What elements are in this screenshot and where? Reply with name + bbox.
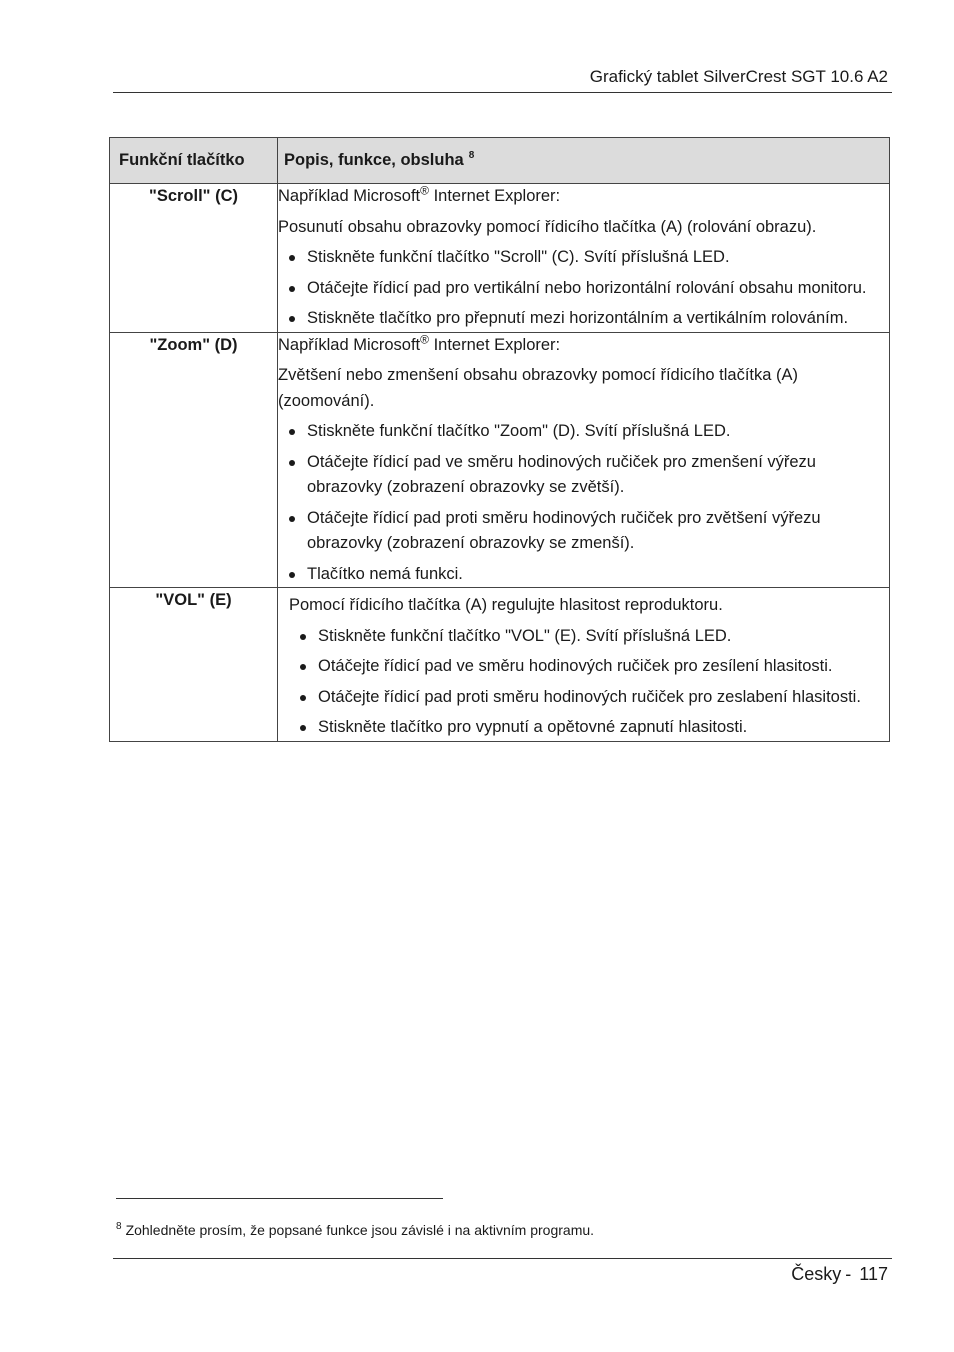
footer-separator: - [845, 1264, 852, 1284]
column-header-function: Funkční tlačítko [110, 138, 278, 184]
function-description [278, 332, 890, 588]
function-description [278, 588, 890, 742]
bullet-list [278, 419, 889, 587]
list-item: Otáčejte řídicí pad ve směru hodinových ručiček pro zesílení hlasitosti. [289, 654, 889, 680]
example-line: Například Microsoft® Internet Explorer: [278, 332, 561, 354]
footnote-rule [116, 1198, 443, 1199]
list-item: Tlačítko nemá funkci. [278, 562, 889, 588]
list-item: Stiskněte funkční tlačítko "Scroll" (C). Svítí příslušná LED. [278, 245, 889, 271]
list-item: Stiskněte tlačítko pro přepnutí mezi horizontálním a vertikálním rolováním. [278, 306, 889, 332]
header-rule [113, 92, 892, 93]
footnote [116, 1222, 594, 1238]
table-row-vol [110, 588, 890, 742]
function-description [278, 184, 890, 333]
list-item: Otáčejte řídicí pad ve směru hodinových ručiček pro zmenšení výřezu obrazovky (zobrazení obrazovky se zvětší). [278, 450, 889, 501]
footer-language: Česky [791, 1264, 842, 1284]
function-name: "Scroll" (C) [110, 184, 278, 333]
footer-rule [113, 1258, 892, 1259]
list-item: Otáčejte řídicí pad proti směru hodinových ručiček pro zvětšení výřezu obrazovky (zobrazení obrazovky se zmenší). [278, 506, 889, 557]
footnote-number: 8 [116, 1221, 122, 1233]
list-item: Otáčejte řídicí pad pro vertikální nebo horizontální rolování obsahu monitoru. [278, 276, 889, 302]
list-item: Stiskněte funkční tlačítko "Zoom" (D). Svítí příslušná LED. [278, 419, 889, 445]
list-item: Stiskněte tlačítko pro vypnutí a opětovné zapnutí hlasitosti. [289, 715, 889, 741]
intro-text: Zvětšení nebo zmenšení obsahu obrazovky pomocí řídicího tlačítka (A) (zoomování). [278, 366, 799, 410]
footnote-ref: 8 [468, 150, 475, 162]
intro-text: Pomocí řídicího tlačítka (A) regulujte hlasitost reproduktoru. [289, 596, 723, 614]
table-row-zoom [110, 332, 890, 588]
function-name: "Zoom" (D) [110, 332, 278, 588]
function-buttons-table [109, 137, 890, 742]
example-line: Například Microsoft® Internet Explorer: [278, 183, 561, 205]
page-footer [791, 1264, 888, 1285]
table-header-row [110, 138, 890, 184]
header-title: Grafický tablet SilverCrest SGT 10.6 A2 [589, 67, 888, 86]
function-name: "VOL" (E) [110, 588, 278, 742]
column-header-description: Popis, funkce, obsluha $^8$ [278, 138, 890, 184]
list-item: Otáčejte řídicí pad proti směru hodinových ručiček pro zeslabení hlasitosti. [289, 685, 889, 711]
page-number: 117 [859, 1264, 888, 1284]
bullet-list [289, 624, 889, 741]
bullet-list [278, 245, 889, 332]
intro-text: Posunutí obsahu obrazovky pomocí řídicího tlačítka (A) (rolování obrazu). [278, 217, 817, 236]
table-row-scroll [110, 184, 890, 333]
footnote-text: Zohledněte prosím, že popsané funkce jsou závislé i na aktivním programu. [125, 1222, 595, 1238]
list-item: Stiskněte funkční tlačítko "VOL" (E). Svítí příslušná LED. [289, 624, 889, 650]
